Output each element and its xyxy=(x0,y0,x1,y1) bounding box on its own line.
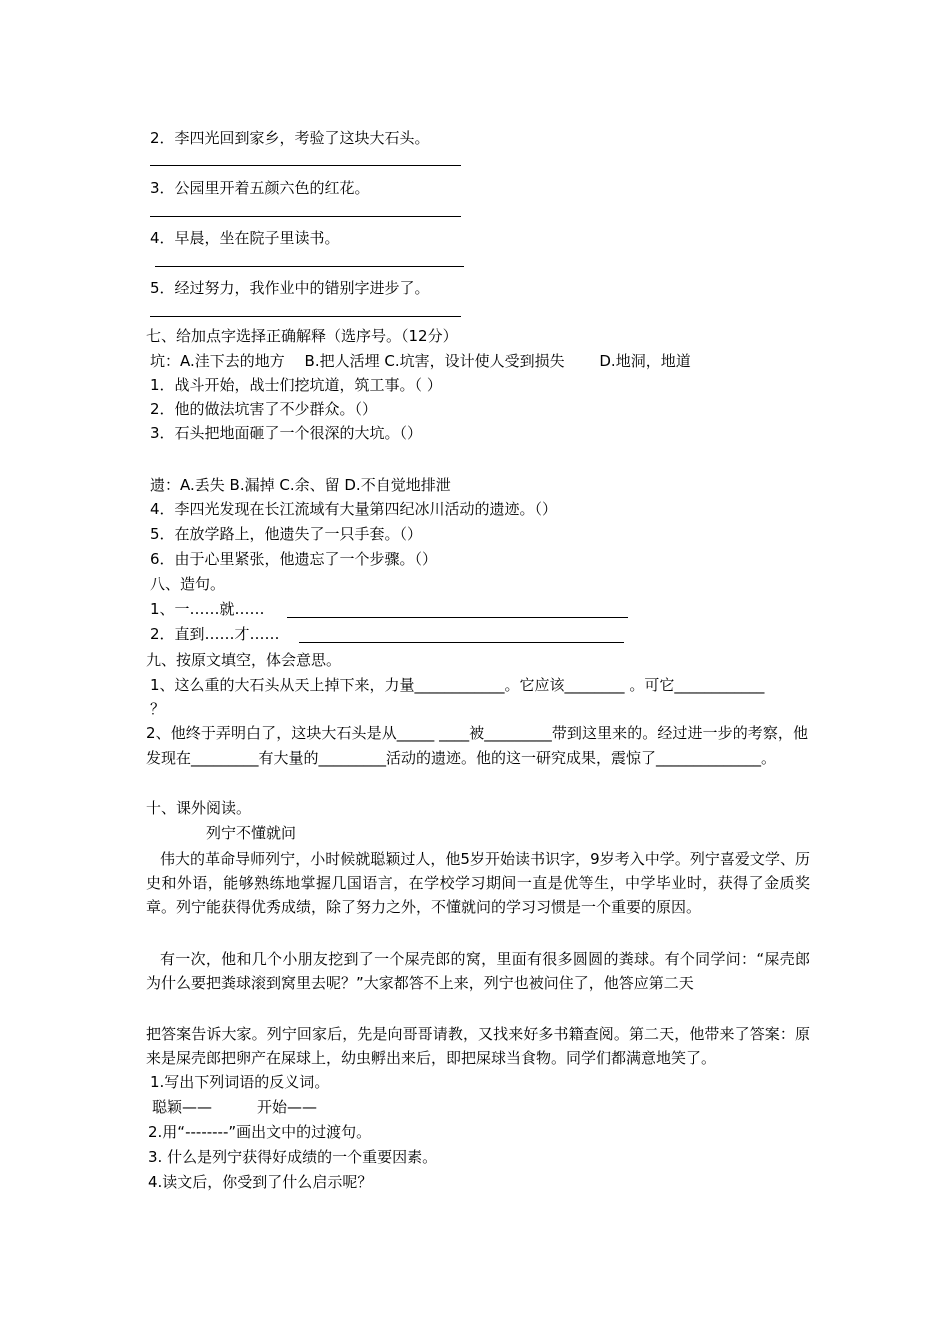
section8-heading: 八、造句。 xyxy=(150,575,226,593)
question-4: 4.读文后，你受到了什么启示呢？ xyxy=(148,1173,373,1191)
section10-heading: 十、课外阅读。 xyxy=(146,799,252,817)
section7-heading: 七、给加点字选择正确解释（选序号。（12分） xyxy=(146,327,458,345)
reading-title: 列宁不懂就问 xyxy=(206,824,297,842)
question-2: 2.用“--------”画出文中的过渡句。 xyxy=(148,1123,372,1141)
correction-item-5: 5．经过努力，我作业中的错别字进步了。 xyxy=(150,279,430,297)
keng-item-3: 3．石头把地面砸了一个很深的大坑。（） xyxy=(150,424,423,442)
keng-item-2: 2．他的做法坑害了不少群众。（） xyxy=(150,400,378,418)
fill-q1-line2: ？ xyxy=(150,700,166,718)
yi-item-6: 6．由于心里紧张，他遗忘了一个步骤。（） xyxy=(150,550,438,568)
fill-q2: 2、他终于弄明白了，这块大石头是从_____ ____被_________带到这里来的。经过进一步的考察，他发现在_________有大量的_________活动的遗迹。他的这一研究成果，震惊了______________。 xyxy=(146,724,808,767)
correction-item-3: 3．公园里开着五颜六色的红花。 xyxy=(150,179,370,197)
question-1-words: 聪颖—— 开始—— xyxy=(152,1098,318,1116)
yi-options: 遗：A.丢失 B.漏掉 C.余、留 D.不自觉地排泄 xyxy=(150,476,451,494)
sentence-answer-line-2[interactable] xyxy=(299,642,624,643)
reading-para-2: 有一次，他和几个小朋友挖到了一个屎壳郎的窝，里面有很多圆圆的粪球。有个同学问：“屎壳郎为什么要把粪球滚到窝里去呢？”大家都答不上来，列宁也被问住了，他答应第二天 xyxy=(146,950,810,992)
yi-item-4: 4．李四光发现在长江流域有大量第四纪冰川活动的遗迹。（） xyxy=(150,500,558,518)
answer-line-3[interactable] xyxy=(150,216,461,217)
keng-item-1: 1．战斗开始，战士们挖坑道，筑工事。（ ） xyxy=(150,376,442,394)
question-1: 1.写出下列词语的反义词。 xyxy=(150,1073,330,1091)
fill-q1-line1: 1、这么重的大石头从天上掉下来，力量____________。它应该________ 。可它____________ xyxy=(150,676,765,694)
answer-line-2[interactable] xyxy=(150,165,461,166)
correction-item-2: 2．李四光回到家乡，考验了这块大石头。 xyxy=(150,129,430,147)
reading-para-1: 伟大的革命导师列宁，小时候就聪颖过人，他5岁开始读书识字，9岁考入中学。列宁喜爱文学、历史和外语，能够熟练地掌握几国语言，在学校学习期间一直是优等生，中学毕业时，获得了金质奖章。列宁能获得优秀成绩，除了努力之外，不懂就问的学习习惯是一个重要的原因。 xyxy=(146,850,810,916)
question-3: 3. 什么是列宁获得好成绩的一个重要因素。 xyxy=(148,1148,438,1166)
sentence-item-1: 1、一……就…… xyxy=(150,600,265,618)
sentence-answer-line-1[interactable] xyxy=(287,617,628,618)
sentence-item-2: 2．直到……才…… xyxy=(150,625,280,643)
section9-heading: 九、按原文填空，体会意思。 xyxy=(146,651,342,669)
correction-item-4: 4．早晨，坐在院子里读书。 xyxy=(150,229,340,247)
answer-line-5[interactable] xyxy=(150,316,461,317)
answer-line-4[interactable] xyxy=(155,266,464,267)
yi-item-5: 5．在放学路上，他遗失了一只手套。（） xyxy=(150,525,423,543)
keng-options: 坑：A.洼下去的地方 B.把人活埋 C.坑害，设计使人受到损失 D.地洞，地道 xyxy=(150,352,691,370)
reading-para-3: 把答案告诉大家。列宁回家后，先是向哥哥请教，又找来好多书籍查阅。第二天，他带来了答案：原来是屎壳郎把卵产在屎球上，幼虫孵出来后，即把屎球当食物。同学们都满意地笑了。 xyxy=(146,1025,810,1067)
